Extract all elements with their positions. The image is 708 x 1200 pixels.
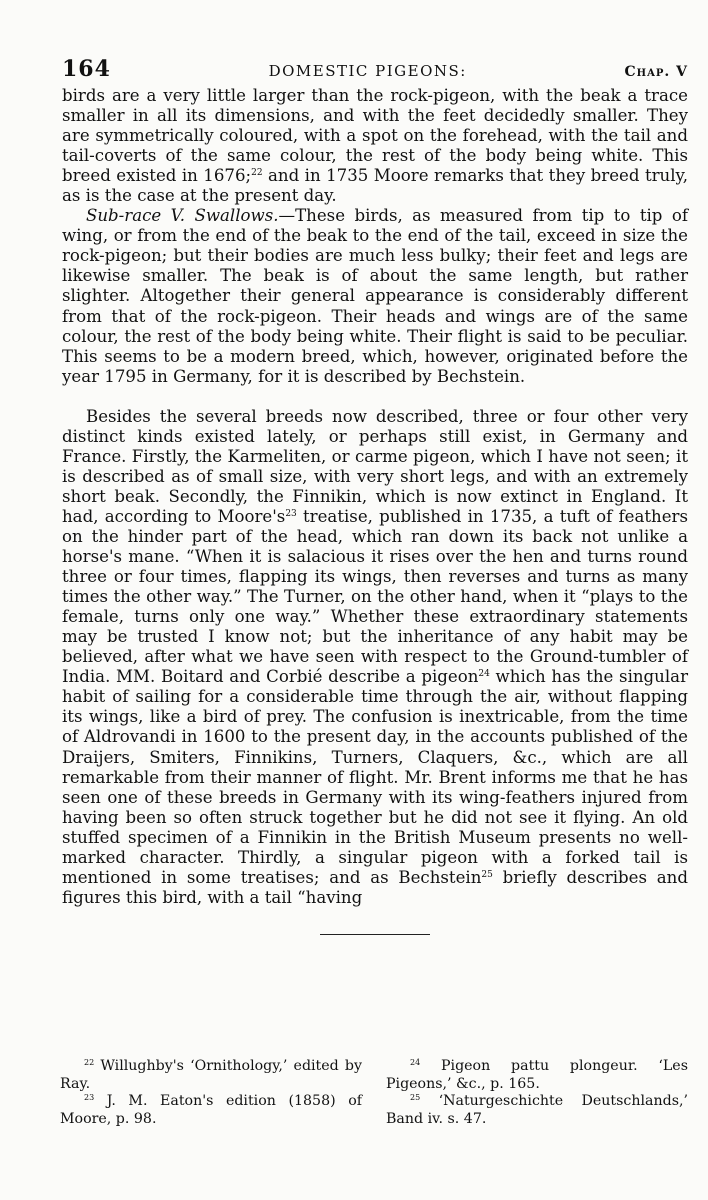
footnote-rule	[320, 934, 430, 935]
footnote-ref: 25	[410, 1093, 421, 1102]
footnote-ref: 22	[251, 168, 263, 179]
text-run: ‘Naturgeschichte Deutschlands,’ Band iv. s. 47.	[386, 1093, 688, 1127]
text-run: J. M. Eaton's edition (1858) of Moore, p. 98.	[60, 1093, 362, 1127]
footnotes	[60, 1058, 688, 1128]
text-run: Pigeon pattu plongeur. ‘Les Pigeons,’ &c., p. 165.	[386, 1058, 688, 1092]
footnote-ref: 23	[84, 1093, 95, 1102]
text-run: treatise, published in 1735, a tuft of feathers on the hinder part of the head, which ran down its back not unlike a horse's mane. “When it is salacious it rises over the hen and turns round three or four times, flapping its wings, then reverses and turns as many times the other way.” The Turner, on the other hand, when it “plays to the female, turns only one way.” Whether these extraordinary statements may be trusted I know not; but the inheritance of any habit may be believed, after what we have seen with respect to the Ground-tumbler of India. MM. Boitard and Corbié describe a pigeon	[62, 506, 688, 687]
text-run: briefly describes and figures this bird, with a tail “having	[62, 867, 688, 907]
paragraph	[62, 407, 688, 908]
chapter-label: Chap. V	[624, 64, 688, 80]
page-number: 164	[62, 56, 111, 82]
footnote-ref: 25	[481, 869, 493, 880]
footnote	[386, 1093, 688, 1128]
body-text	[62, 86, 688, 908]
italic-run: Sub-race V. Swallows.	[86, 206, 279, 226]
footnote-ref: 23	[285, 508, 297, 519]
text-run: —These birds, as measured from tip to tip of wing, or from the end of the beak to the end of the tail, exceed in size the rock-pigeon; but their bodies are much less bulky; their feet and legs are likewise smaller. The beak is of about the same length, but rather slighter. Altogether their general appearance is considerably different from that of the rock-pigeon. Their heads and wings are of the same colour, the rest of the body being white. Their flight is said to be peculiar. This seems to be a modern breed, which, however, originated before the year 1795 in Germany, for it is described by Bechstein.	[62, 206, 688, 386]
running-title: DOMESTIC PIGEONS:	[268, 62, 467, 80]
text-run: Besides the several breeds now described, three or four other very distinct kinds existed lately, or perhaps still exist, in Germany and France. Firstly, the Karmeliten, or carme pigeon, which I have not seen; it is described as of small size, with very short legs, and with an extremely short beak. Secondly, the Finnikin, which is now extinct in England. It had, according to Moore's	[62, 406, 688, 526]
footnote	[60, 1093, 362, 1128]
footnote-ref: 24	[410, 1058, 421, 1067]
paragraph	[62, 86, 688, 206]
running-header	[62, 56, 688, 84]
footnote-ref: 22	[84, 1058, 95, 1067]
page	[62, 56, 688, 935]
text-run: which has the singular habit of sailing for a considerable time through the air, without flapping its wings, like a bird of prey. The confusion is inextricable, from the time of Aldrovandi in 1600 to the present day, in the accounts published of the Draijers, Smiters, Finnikins, Turners, Claquers, &c., which are all remarkable from their manner of flight. Mr. Brent informs me that he has seen one of these breeds in Germany with its wing-feathers injured from having been so often struck together but he did not see it flying. An old stuffed specimen of a Finnikin in the British Museum presents no well-marked character. Thirdly, a singular pigeon with a forked tail is mentioned in some treatises; and as Bechstein	[62, 667, 688, 887]
text-run: Willughby's ‘Ornithology,’ edited by Ray.	[60, 1058, 362, 1092]
footnote-ref: 24	[478, 669, 490, 680]
footnote	[60, 1058, 362, 1093]
footnote	[386, 1058, 688, 1093]
text-run: and in 1735 Moore remarks that they breed truly, as is the case at the present day.	[62, 166, 688, 206]
footnotes-right-column	[386, 1058, 688, 1128]
text-run: birds are a very little larger than the rock-pigeon, with the beak a trace smaller in all its dimensions, and with the feet decidedly smaller. They are symmetrically coloured, with a spot on the forehead, with the tail and tail-coverts of the same colour, the rest of the body being white. This breed existed in 1676;	[62, 86, 688, 186]
footnotes-left-column	[60, 1058, 362, 1128]
paragraph	[62, 206, 688, 386]
